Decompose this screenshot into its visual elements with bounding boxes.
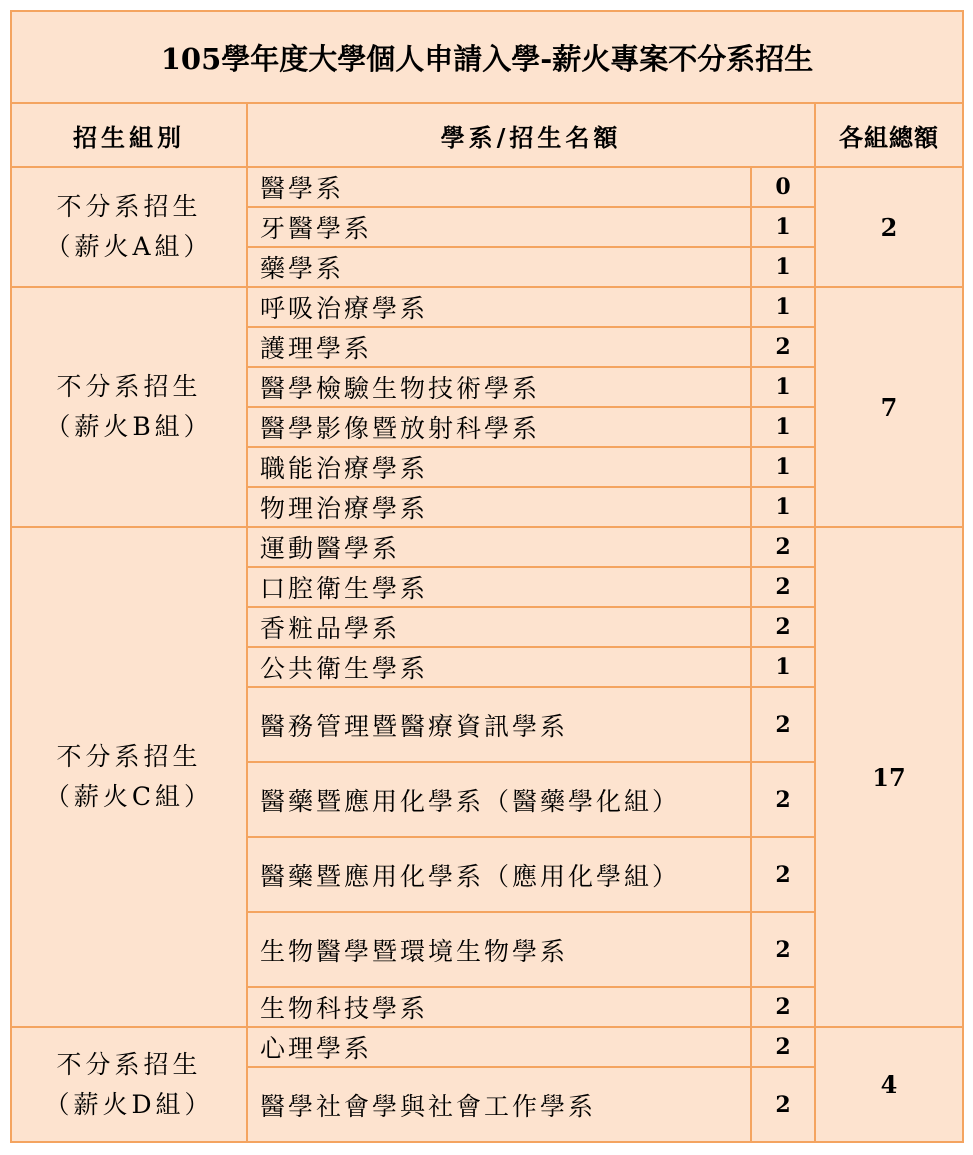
group-name: 不分系招生 bbox=[56, 742, 202, 771]
group-name: 不分系招生 bbox=[56, 1049, 202, 1079]
dept-quota: 1 bbox=[751, 447, 815, 487]
dept-name: 藥學系 bbox=[247, 247, 751, 287]
group-cell bbox=[11, 1027, 247, 1142]
dept-quota: 2 bbox=[751, 567, 815, 607]
group-total: 4 bbox=[815, 1027, 963, 1142]
dept-quota: 1 bbox=[751, 287, 815, 327]
group-name: 不分系招生 bbox=[56, 192, 202, 221]
dept-name: 物理治療學系 bbox=[247, 487, 751, 527]
dept-name: 醫藥暨應用化學系（應用化學組） bbox=[247, 837, 751, 912]
dept-name: 運動醫學系 bbox=[247, 527, 751, 567]
dept-name: 醫藥暨應用化學系（醫藥學化組） bbox=[247, 762, 751, 837]
dept-quota: 1 bbox=[751, 487, 815, 527]
group-sub-label: （薪火C組） bbox=[44, 782, 214, 811]
dept-name: 牙醫學系 bbox=[247, 207, 751, 247]
group-sub-label: （薪火D組） bbox=[44, 1089, 214, 1119]
dept-quota: 1 bbox=[751, 407, 815, 447]
dept-quota: 1 bbox=[751, 367, 815, 407]
dept-quota: 1 bbox=[751, 647, 815, 687]
dept-quota: 2 bbox=[751, 987, 815, 1027]
dept-name: 心理學系 bbox=[247, 1027, 751, 1067]
dept-quota: 2 bbox=[751, 687, 815, 762]
group-name: 不分系招生 bbox=[56, 372, 202, 401]
header-group-total: 各組總額 bbox=[815, 103, 963, 167]
dept-quota: 2 bbox=[751, 327, 815, 367]
dept-name: 醫學檢驗生物技術學系 bbox=[247, 367, 751, 407]
dept-quota: 2 bbox=[751, 912, 815, 987]
group-total: 2 bbox=[815, 167, 963, 287]
dept-name: 香粧品學系 bbox=[247, 607, 751, 647]
dept-quota: 2 bbox=[751, 837, 815, 912]
dept-quota: 1 bbox=[751, 247, 815, 287]
dept-name: 職能治療學系 bbox=[247, 447, 751, 487]
dept-name: 口腔衛生學系 bbox=[247, 567, 751, 607]
title-row bbox=[11, 11, 963, 103]
dept-quota: 2 bbox=[751, 1067, 815, 1142]
dept-quota: 0 bbox=[751, 167, 815, 207]
dept-name: 醫務管理暨醫療資訊學系 bbox=[247, 687, 751, 762]
table-row bbox=[11, 167, 963, 207]
dept-name: 生物科技學系 bbox=[247, 987, 751, 1027]
dept-name: 醫學影像暨放射科學系 bbox=[247, 407, 751, 447]
dept-quota: 2 bbox=[751, 607, 815, 647]
admission-quota-table bbox=[10, 10, 964, 1143]
group-total: 7 bbox=[815, 287, 963, 527]
table-row bbox=[11, 1027, 963, 1067]
header-row bbox=[11, 103, 963, 167]
dept-name: 護理學系 bbox=[247, 327, 751, 367]
dept-quota: 2 bbox=[751, 1027, 815, 1067]
group-total: 17 bbox=[815, 527, 963, 1027]
header-group: 招生組別 bbox=[11, 103, 247, 167]
page-title: 105學年度大學個人申請入學-薪火專案不分系招生 bbox=[11, 11, 963, 103]
dept-quota: 1 bbox=[751, 207, 815, 247]
dept-name: 醫學系 bbox=[247, 167, 751, 207]
group-sub-label: （薪火B組） bbox=[45, 412, 213, 441]
dept-quota: 2 bbox=[751, 527, 815, 567]
table-row bbox=[11, 527, 963, 567]
group-cell bbox=[11, 167, 247, 287]
dept-name: 醫學社會學與社會工作學系 bbox=[247, 1067, 751, 1142]
table-row bbox=[11, 287, 963, 327]
group-sub-label: （薪火A組） bbox=[45, 232, 213, 261]
header-dept-quota: 學系/招生名額 bbox=[247, 103, 815, 167]
dept-name: 呼吸治療學系 bbox=[247, 287, 751, 327]
group-cell bbox=[11, 287, 247, 527]
group-cell bbox=[11, 527, 247, 1027]
dept-quota: 2 bbox=[751, 762, 815, 837]
dept-name: 公共衛生學系 bbox=[247, 647, 751, 687]
dept-name: 生物醫學暨環境生物學系 bbox=[247, 912, 751, 987]
